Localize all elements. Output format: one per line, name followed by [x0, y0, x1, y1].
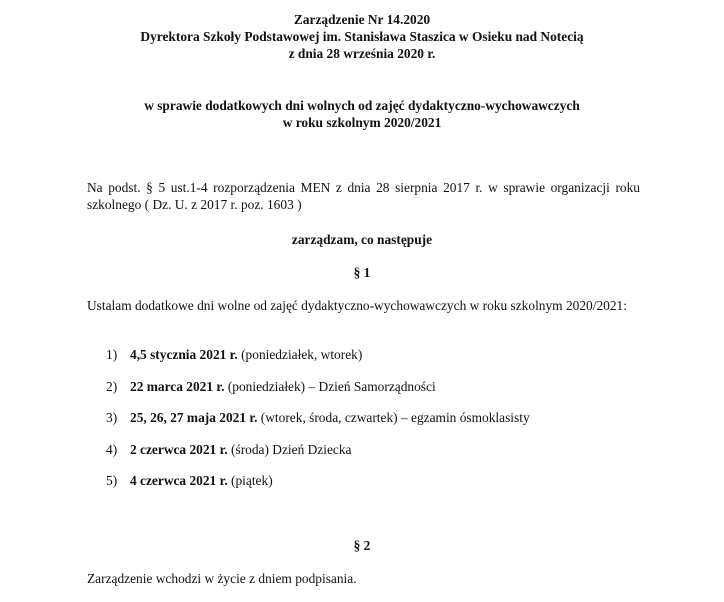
- decree-phrase: zarządzam, co następuje: [291, 232, 433, 247]
- list-item-note: (piątek): [227, 473, 273, 488]
- list-item-note: (poniedziałek) – Dzień Samorządności: [224, 379, 436, 394]
- subject-line-1: w sprawie dodatkowych dni wolnych od zajęć dydaktyczno-wychowawczych: [144, 98, 580, 113]
- list-item-date: 2 czerwca 2021 r.: [130, 442, 228, 457]
- document-issuer: Dyrektora Szkoły Podstawowej im. Stanisława Staszica w Osieku nad Notecią: [140, 29, 584, 44]
- list-item-number: 1): [106, 347, 118, 362]
- list-item: [106, 379, 436, 395]
- list-item-date: 22 marca 2021 r.: [130, 379, 225, 394]
- list-item-date: 4 czerwca 2021 r.: [130, 473, 228, 488]
- list-item-date: 4,5 stycznia 2021 r.: [130, 347, 238, 362]
- document-title: Zarządzenie Nr 14.2020: [293, 12, 431, 27]
- list-item-number: 4): [106, 442, 118, 457]
- list-item-note: (poniedziałek, wtorek): [237, 347, 363, 362]
- list-item-number: 3): [106, 410, 118, 425]
- list-item-number: 2): [106, 379, 118, 394]
- section-1-intro: Ustalam dodatkowe dni wolne od zajęć dydaktyczno-wychowawczych w roku szkolnym 2020/2021:: [87, 298, 627, 313]
- list-item-note: (wtorek, środa, czwartek) – egzamin ósmoklasisty: [257, 410, 530, 425]
- section-2-text: Zarządzenie wchodzi w życie z dniem podpisania.: [87, 571, 357, 586]
- list-item: [106, 347, 362, 363]
- legal-basis: Na podst. § 5 ust.1-4 rozporządzenia MEN z dnia 28 sierpnia 2017 r. w sprawie organizacji roku szkolnego ( Dz. U. z 2017 r. poz. 1603 ): [87, 180, 640, 212]
- document-date: z dnia 28 września 2020 r.: [288, 46, 436, 61]
- section-1-heading: § 1: [353, 265, 371, 280]
- subject-line-2: w roku szkolnym 2020/2021: [282, 115, 442, 130]
- list-item: [106, 410, 530, 426]
- list-item-date: 25, 26, 27 maja 2021 r.: [130, 410, 258, 425]
- list-item-number: 5): [106, 473, 118, 488]
- list-item: [106, 442, 351, 458]
- section-2-heading: § 2: [353, 538, 371, 553]
- list-item-note: (środa) Dzień Dziecka: [227, 442, 352, 457]
- list-item: [106, 473, 273, 489]
